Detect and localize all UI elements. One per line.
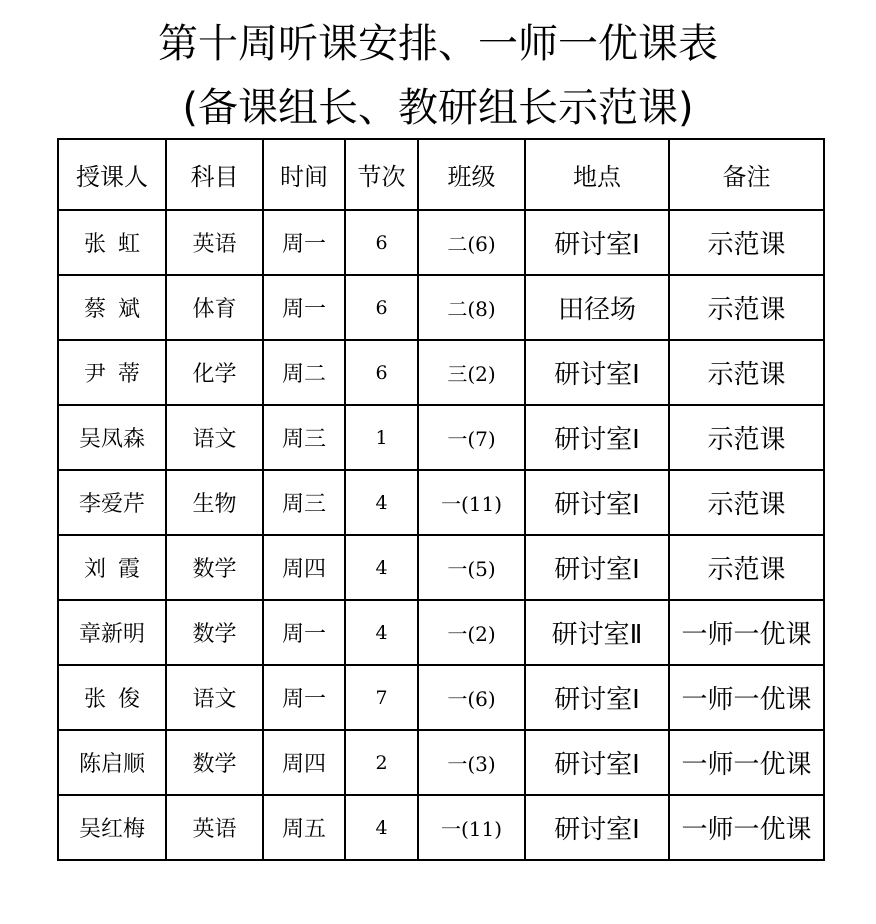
cell-note: 示范课 (669, 405, 824, 470)
cell-subject: 化学 (166, 340, 263, 405)
header-class: 班级 (418, 139, 525, 210)
cell-note: 一师一优课 (669, 600, 824, 665)
cell-time: 周三 (263, 405, 345, 470)
cell-subject: 英语 (166, 795, 263, 860)
cell-teacher: 张虹 (58, 210, 166, 275)
cell-note: 示范课 (669, 275, 824, 340)
cell-period: 7 (345, 665, 418, 730)
header-subject: 科目 (166, 139, 263, 210)
table-row (58, 535, 824, 600)
table-row (58, 275, 824, 340)
table-row (58, 600, 824, 665)
table-row (58, 730, 824, 795)
table-row (58, 795, 824, 860)
cell-location: 研讨室I (525, 340, 669, 405)
schedule-table (57, 138, 825, 861)
cell-subject: 数学 (166, 600, 263, 665)
header-time: 时间 (263, 139, 345, 210)
cell-class: 一(3) (418, 730, 525, 795)
cell-note: 一师一优课 (669, 795, 824, 860)
table-row (58, 340, 824, 405)
cell-class: 二(8) (418, 275, 525, 340)
cell-subject: 语文 (166, 665, 263, 730)
cell-time: 周二 (263, 340, 345, 405)
cell-class: 一(7) (418, 405, 525, 470)
cell-location: 田径场 (525, 275, 669, 340)
cell-period: 4 (345, 600, 418, 665)
cell-period: 6 (345, 210, 418, 275)
header-location: 地点 (525, 139, 669, 210)
cell-teacher: 蔡斌 (58, 275, 166, 340)
cell-subject: 数学 (166, 535, 263, 600)
cell-period: 4 (345, 535, 418, 600)
cell-period: 2 (345, 730, 418, 795)
cell-location: 研讨室I (525, 795, 669, 860)
table-row (58, 470, 824, 535)
cell-period: 4 (345, 795, 418, 860)
header-period: 节次 (345, 139, 418, 210)
cell-time: 周五 (263, 795, 345, 860)
cell-subject: 体育 (166, 275, 263, 340)
cell-time: 周一 (263, 665, 345, 730)
cell-teacher: 陈启顺 (58, 730, 166, 795)
header-note: 备注 (669, 139, 824, 210)
cell-note: 一师一优课 (669, 665, 824, 730)
cell-class: 一(2) (418, 600, 525, 665)
cell-period: 4 (345, 470, 418, 535)
cell-period: 6 (345, 275, 418, 340)
cell-class: 一(6) (418, 665, 525, 730)
page-title: 第十周听课安排、一师一优课表 (158, 21, 718, 67)
cell-class: 一(11) (418, 795, 525, 860)
table-row (58, 665, 824, 730)
table-row (58, 405, 824, 470)
cell-subject: 英语 (166, 210, 263, 275)
cell-note: 示范课 (669, 535, 824, 600)
cell-time: 周三 (263, 470, 345, 535)
cell-location: 研讨室I (525, 470, 669, 535)
cell-teacher: 刘霞 (58, 535, 166, 600)
cell-subject: 数学 (166, 730, 263, 795)
cell-class: 三(2) (418, 340, 525, 405)
page-subtitle: (备课组长、教研组长示范课) (182, 85, 694, 131)
cell-location: 研讨室I (525, 535, 669, 600)
cell-note: 示范课 (669, 470, 824, 535)
cell-class: 二(6) (418, 210, 525, 275)
cell-teacher: 章新明 (58, 600, 166, 665)
cell-location: 研讨室I (525, 210, 669, 275)
cell-teacher: 李爱芹 (58, 470, 166, 535)
header-teacher: 授课人 (58, 139, 166, 210)
cell-teacher: 吴凤森 (58, 405, 166, 470)
cell-time: 周一 (263, 275, 345, 340)
cell-location: 研讨室Ⅱ (525, 600, 669, 665)
cell-location: 研讨室I (525, 405, 669, 470)
cell-subject: 生物 (166, 470, 263, 535)
cell-time: 周四 (263, 535, 345, 600)
cell-class: 一(11) (418, 470, 525, 535)
cell-note: 示范课 (669, 210, 824, 275)
cell-location: 研讨室I (525, 665, 669, 730)
table-header-row (58, 139, 824, 210)
cell-teacher: 吴红梅 (58, 795, 166, 860)
cell-teacher: 张俊 (58, 665, 166, 730)
cell-note: 一师一优课 (669, 730, 824, 795)
cell-class: 一(5) (418, 535, 525, 600)
cell-time: 周一 (263, 600, 345, 665)
cell-location: 研讨室I (525, 730, 669, 795)
cell-teacher: 尹蒂 (58, 340, 166, 405)
cell-time: 周四 (263, 730, 345, 795)
cell-subject: 语文 (166, 405, 263, 470)
cell-time: 周一 (263, 210, 345, 275)
table-row (58, 210, 824, 275)
cell-period: 6 (345, 340, 418, 405)
cell-period: 1 (345, 405, 418, 470)
cell-note: 示范课 (669, 340, 824, 405)
